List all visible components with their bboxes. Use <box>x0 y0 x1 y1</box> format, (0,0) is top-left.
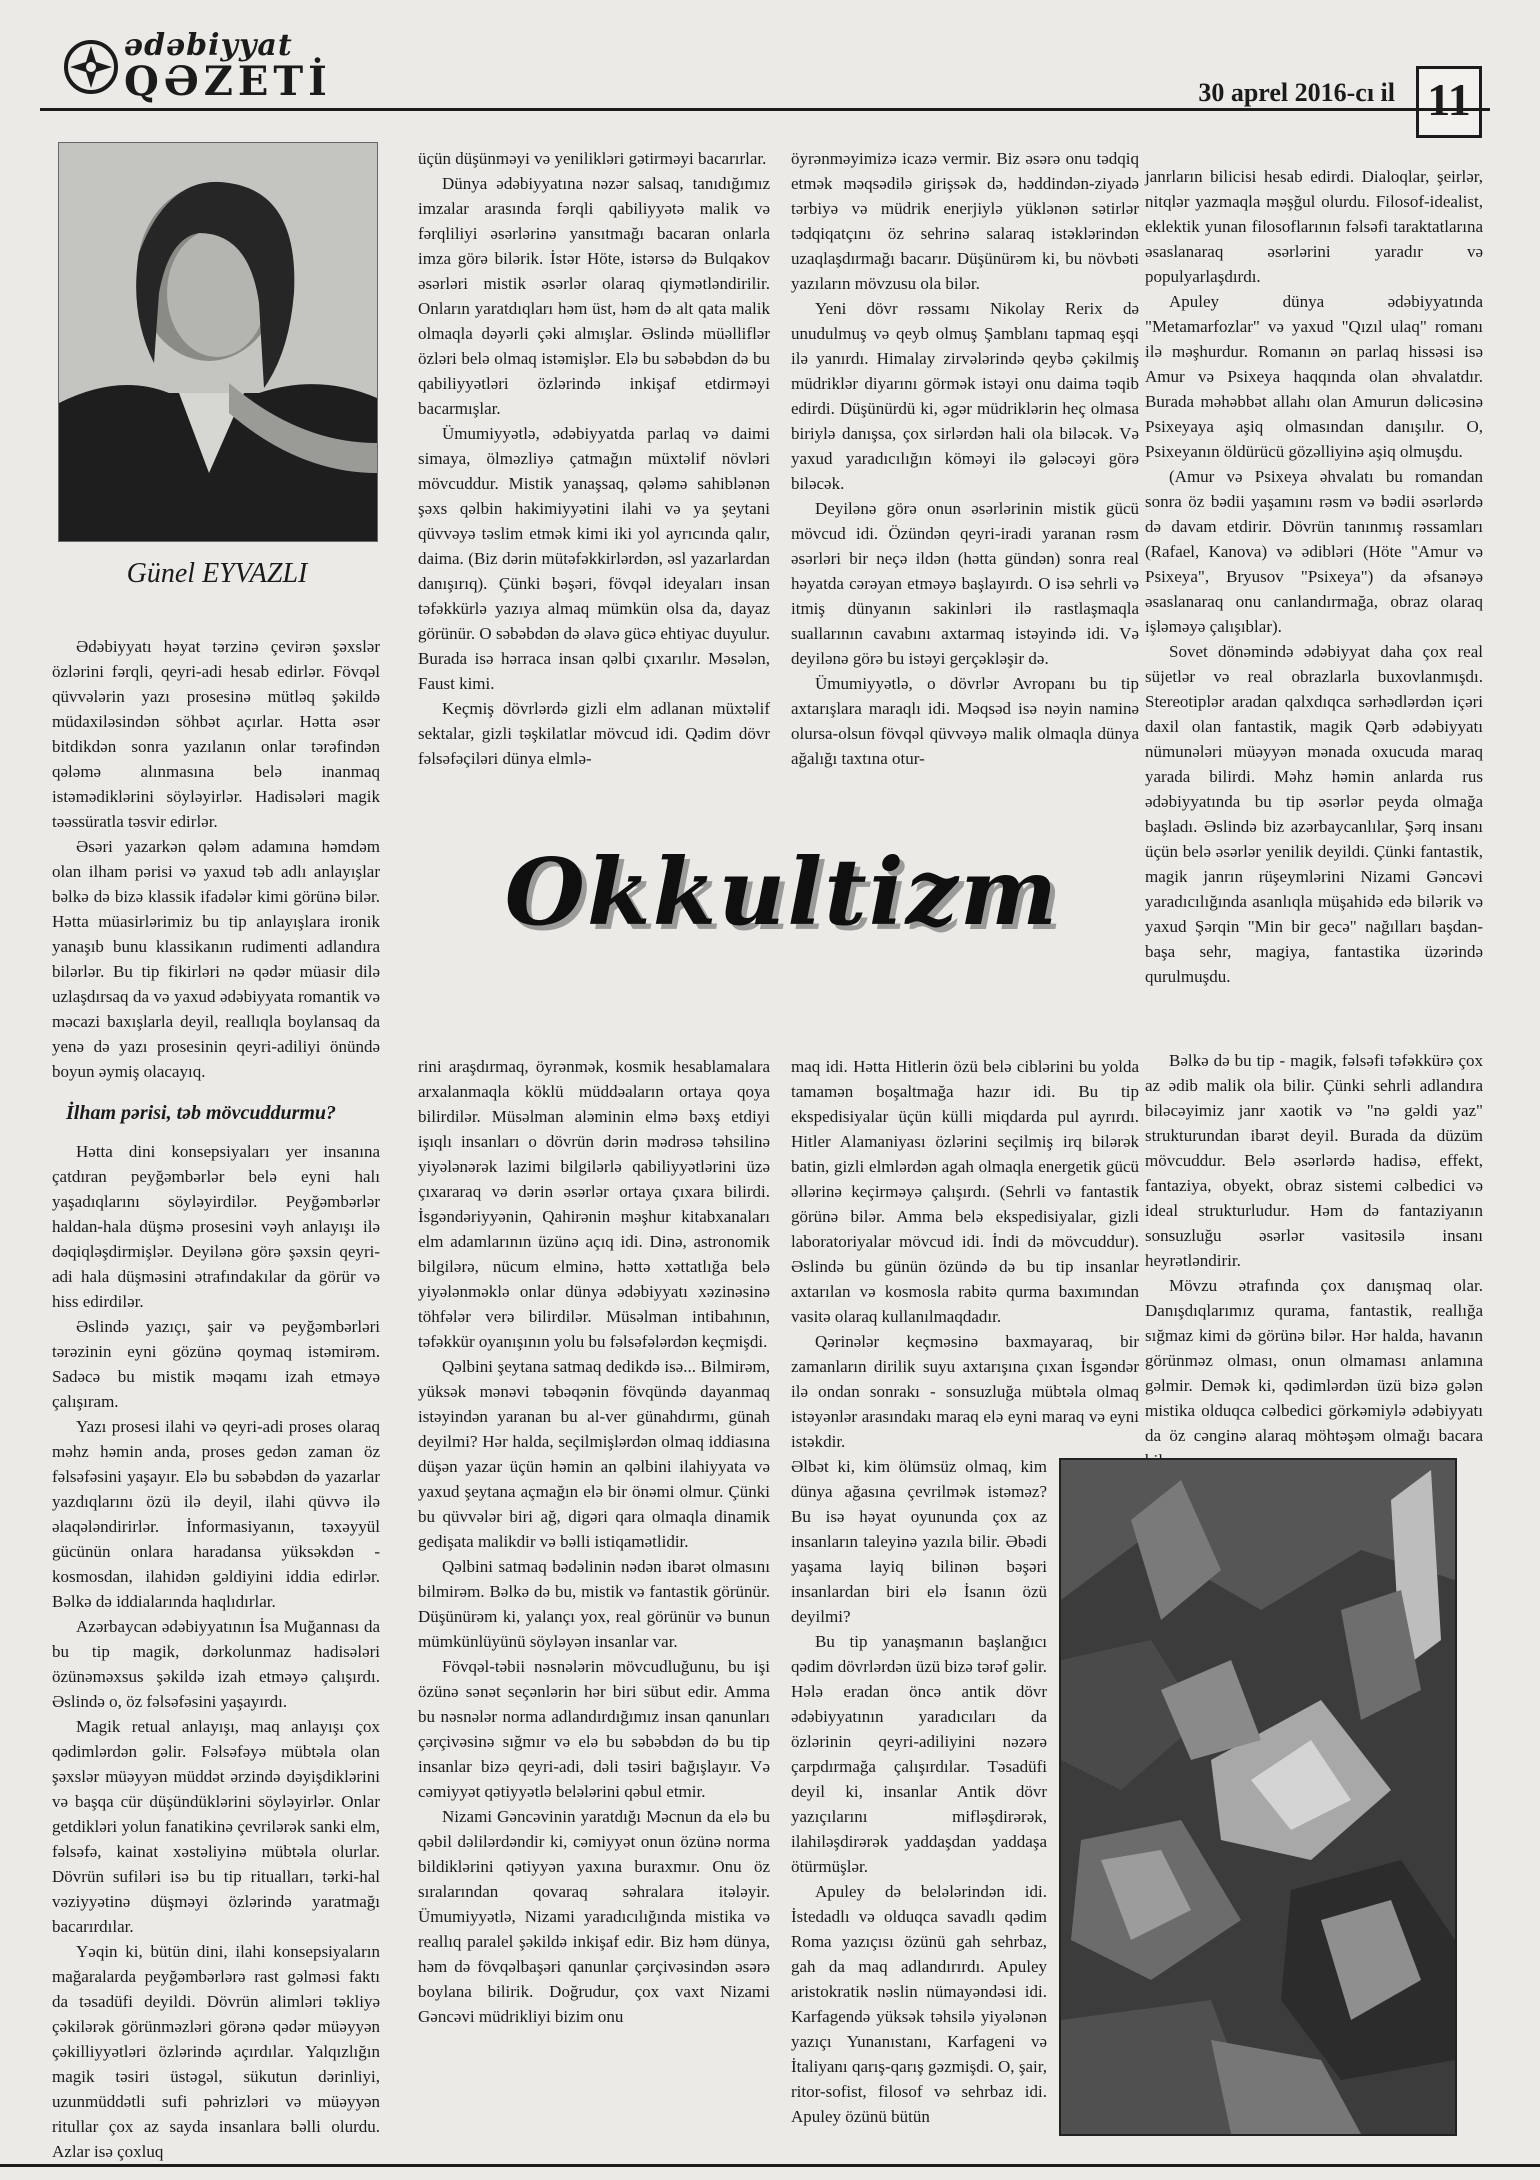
paragraph: üçün düşünməyi və yenilikləri gətirməyi bacarırlar. <box>418 149 767 168</box>
article-column-2-top <box>418 146 770 771</box>
section-subheading: İlham pərisi, təb mövcuddurmu? <box>66 1102 337 1124</box>
paragraph: Əlbət ki, kim ölümsüz olmaq, kim dünya ağasına çevrilmək istəməz? Bu isə həyat oyununda çox az insanların taleyinə yazıla bilir. Əbədi yaşama layiq bilinən bəşəri insanlardan biri elə İsanın özü deyilmi? <box>791 1457 1047 1626</box>
logo-bottom-text: QƏZETİ <box>124 58 332 105</box>
paragraph: Nizami Gəncəvinin yaratdığı Məcnun da elə bu qəbil dəlilərdəndir ki, cəmiyyət onun özünə norma bildiklərini qətiyyən yaxına buraxmır. Onu öz sıralarından qovaraq səhralara itələyir. Ümumiyyətlə, Nizami yaradıcılığında mistika və reallıq paralel şəkildə inkişaf edir. Biz həm dünya, həm də fövqəlbaşəri qanunlar çərçivəsindən əsərə boylana bilirik. Doğrudur, çox vaxt Nizami Gəncəvi müdrikliyi bizim onu <box>418 1807 770 2026</box>
footer-rule <box>0 2164 1540 2167</box>
logo-top-text: ədəbiyyat <box>124 28 293 63</box>
paragraph: (Amur və Psixeya əhvalatı bu romandan sonra öz bədii yaşamını rəsm və bədii əsərlərdə də davam etdirir. Dövrün tanınmış rəssamları (Rafael, Kanova) və ədibləri (Höte "Amur və Psixeya", Bryusov "Psixeya") da əfsanəyə əsaslanaraq onu canlandırmağa, obraz olaraq işləməyə çalışıblar). <box>1145 467 1483 636</box>
page-number: 11 <box>1416 66 1482 138</box>
article-column-3-narrow <box>791 1454 1047 2129</box>
paragraph: Qəlbini şeytana satmaq dedikdə isə... Bilmirəm, yüksək mənəvi təbəqənin fövqündə dayanmaq istəyindən yaranan bu al-ver günahdırmı, günah deyilmi? Hər halda, seçilmişlərdən olmaq iddiasına düşən yazar üçün həmin an qəlbini ilahiyyata və yaxud şeytana açmağın elə bir önəmi olmur. Çünki bu qüvvələr biri ağ, digəri qara olmaqla dinamik gedişata malikdir və bəlli istiqamətlidir. <box>418 1357 770 1551</box>
article-column-3-bottom <box>791 1054 1139 1454</box>
article-column-2-bottom <box>418 1054 770 2029</box>
paragraph: rini araşdırmaq, öyrənmək, kosmik hesablamalara arxalanmaqla köklü müddəaların ortaya qoya bilirdilər. Müsəlman aləminin elmə bəxş etdiyi işıqlı insanları o dövrün dərin mədrəsə təhsilinə yiyələnərək lazimi bilgilərlə qabiliyyətlərini üzə çıxararaq və dərin əsərlər ortaya çıxara bilirdi. İsgəndəriyyənin, Qahirənin məşhur kitabxanaları elm adamlarının üzünə açıq idi. Dinə, astronomik bilgilərə, nücum elminə, həttə xəttatlığa belə yiyələnməklə onlar dünya ədəbiyyatı xəzinəsinə töhfələr verə bilirdilər. Müsəlman intibahının, təfəkkür oyanışının yolu bu fəlsəfələrdən keçmişdi. <box>418 1057 770 1351</box>
paragraph: Qəlbini satmaq bədəlinin nədən ibarət olmasını bilmirəm. Bəlkə də bu, mistik və fantastik görünür. Düşünürəm ki, yalançı yox, real görünür və bunun mümkünlüyünü söyləyən insanlar var. <box>418 1557 770 1651</box>
article-column-1 <box>52 634 380 2164</box>
paragraph: Apuley dünya ədəbiyyatında "Metamarfozlar" və yaxud "Qızıl ulaq" romanı ilə məşhurdur. Romanın ən parlaq hissəsi isə Amur və Psixeya haqqında olan əhvalatdır. Burada məhəbbət allahı olan Amurun dəlicəsinə Psixeyaya aşiq olmasından danışılır. O, Psixeyanın öldürücü gözəlliyinə aşiq olmuşdu. <box>1145 292 1483 461</box>
paragraph: Sovet dönəmində ədəbiyyat daha çox real süjetlər və real obrazlarla buxovlanmışdı. Stereotiplər aradan qalxdıqca sərhədlərdən içəri daxil olan fantastik, magik Qərb ədəbiyyatı nümunələri müəyyən mənada oxucuda maraq yarada bilirdi. Məhz həmin anlarda rus ədəbiyyatında bu tip əsərlər peyda olmağa başladı. Əslində biz azərbaycanlılar, Şərq insanı üçün belə əsərlər yenilik deyildi. Çünki fantastik, magik janrın rüşeymlərini Nizami Gəncəvi yaradıcılığında asanlıqla müşahidə edə bilərik və yaxud Şərqin "Min bir gecə" nağılları başdan-başa sehr, magiya, fantastika üzərində qurulmuşdu. <box>1145 642 1483 986</box>
paragraph: Əslində yazıçı, şair və peyğəmbərləri tərəzinin eyni gözünə qoymaq istəmirəm. Sadəcə bu mistik məqamı izah etməyə çalışıram. <box>52 1317 380 1411</box>
author-portrait-image <box>59 143 377 541</box>
issue-date: 30 aprel 2016-cı il <box>1198 78 1395 107</box>
paragraph: janrların bilicisi hesab edirdi. Dialoqlar, şeirlər, nitqlər yazmaqla məşğul olurdu. Filosof-idealist, eklektik yunan filosoflarının fəlsəfi taraktatlarına əsaslanaraq əsərlərini yaradır və populyarlaşdırdı. <box>1145 167 1483 286</box>
newspaper-logo <box>62 28 352 105</box>
paragraph: Yəqin ki, bütün dini, ilahi konsepsiyaların mağaralarda peyğəmbərlərə rast gəlməsi faktı da təsadüfi deyildi. Dövrün alimləri təkliyə çəkilərək görünməzləri görənə qədər müəyyən çəkilliyyətləri özlərində açırdılar. Yalqızlığın magik təsiri üstəgəl, sükutun dərinliyi, uzunmüddətli sufi pəhrizləri və müəyyən ritullar çox az sayda insanlara bəlli olurdu. Azlar isə çoxluq <box>52 1942 380 2161</box>
paragraph: Yeni dövr rəssamı Nikolay Rerix də unudulmuş və qeyb olmuş Şamblanı tapmaq eşqi ilə yanırdı. Himalay zirvələrində qeybə çəkilmiş müdriklər diyarını görmək istəyi onu daima təqib edirdi. Düşünürdü ki, əgər müdriklərin heç olmasa biriylə danışsa, çox sirlərdən hali ola biləcək. Və yaxud yaradıcılığın kömәyi ilə gələcəyi görə biləcək. <box>791 299 1139 493</box>
paragraph: Dünya ədəbiyyatına nəzər salsaq, tanıdığımız imzalar arasında fərqli qabiliyyətə malik və fərqliliyi əsərlərinə yansıtmağı bacaran onlarla imza görə bilərik. İstər Höte, istərsə də Bulqakov əsərləri mistik əsərlər olaraq qiymətləndirilir. Onların yaratdıqları həm üst, həm də alt qata malik olmaqla dəyərli çəki almışlar. Əslində müəlliflər özləri belə olmaq istəmişlər. Elə bu səbəbdən də bu qabiliyyətləri özlərində inkişaf etdirməyi bacarmışlar. <box>418 174 770 418</box>
article-column-3-top <box>791 146 1139 771</box>
paragraph: Bəlkə də bu tip - magik, fəlsəfi təfəkkürə çox az ədib malik ola bilir. Çünki sehrli adlandıra biləcəyimiz janr xaotik və "nə gəldi yaz" strukturundan ibarət deyil. Burada da düzüm mövcuddur. Belə əsərlərdə hadisə, effekt, fantaziya, obyekt, obraz sistemi cəlbedici və ideal strukturludur. Həm də fantaziyanın sonsuzluğu əsərlər vasitəsilə insanı heyrətləndirir. <box>1145 1051 1483 1270</box>
paragraph: Azərbaycan ədəbiyyatının İsa Muğannası da bu tip magik, dərkolunmaz hadisələri özünəməxsus şəkildə izah etməyə çalışırdı. Əslində o, öz fəlsəfəsini yaşayırdı. <box>52 1617 380 1711</box>
star-emblem-icon <box>62 38 120 96</box>
paragraph: Hətta dini konsepsiyaları yer insanına çatdıran peyğəmbərlər belə eyni halı yaşadıqlarını söyləyirdilər. Peyğəmbərlər haldan-hala düşmə prosesini vəyh anlayışı ilə dəqiqləşdirmişlər. Deyilənə görə şəxsin qeyri-adi hala düşməsini ətrafındakılar da görür və hiss edirdilər. <box>52 1142 380 1311</box>
paragraph: Ədəbiyyatı həyat tərzinə çevirən şəxslər özlərini fərqli, qeyri-adi hesab edirlər. Fövqəl qüvvələrin yazı prosesinə mütləq şəkildə müdaxiləsindən söhbət açırlar. Hətta əsər bitdikdən sonra yazılanın onlar tərəfindən qələmə alınmasına belə inanmaq istəmədiklərini söyləyirlər. Hadisələri magik təəssüratla təsvir edirlər. <box>52 637 380 831</box>
paragraph: Keçmiş dövrlərdə gizli elm adlanan müxtəlif sektalar, gizli təşkilatlar mövcud idi. Qədim dövr fəlsəfəçiləri dünya elmlə- <box>418 699 770 768</box>
paragraph: Qərinələr keçməsinə baxmayaraq, bir zamanların dirilik suyu axtarışına çıxan İsgəndər ilə ondan sonrakı - sonsuzluğa mübtəla olmaq istəyənlər arasındakı maraq elə eyni maraq və eyni istəkdir. <box>791 1332 1139 1451</box>
paragraph: Bu tip yanaşmanın başlanğıcı qədim dövrlərdən üzü bizə tərəf gəlir. Hələ eradan öncə antik dövr ədəbiyyatının yaradıcıları da özlərinin qeyri-adiliyini nəzərə çarpdırmağa çalışırdılar. Təsadüfi deyil ki, insanlar Antik dövr yazıçılarını mifləşdirərək, ilahiləşdirərək yaddaşdan yaddaşa ötürmüşlər. <box>791 1632 1047 1876</box>
article-headline: Okkultizm <box>504 838 1060 946</box>
paragraph: Əsəri yazarkən qələm adamına həmdəm olan ilham pərisi və yaxud təb adlı anlayışlar bəlkə də bizə klassik ifadələr kimi görünə bilər. Hətta müasirlərimiz bu tip anlayışlara ironik yanaşıb bunu klassikanın rudimenti adlandıra bilərlər. Bu tip fikirləri nə qədər müasir dilə uzlaşdırsaq da və yaxud ədəbiyyata romantik və məcazi baxışlarla deyil, reallıqla boylansaq da yenə də yazı prosesinin qeyri-adiliyi önündə boyun əymiş olacayıq. <box>52 837 380 1081</box>
masthead <box>40 20 1490 130</box>
paragraph: maq idi. Hətta Hitlerin özü belə ciblərini bu yolda tamamən boşaltmağa hazır idi. Bu tip ekspedisiyalar üçün külli miqdarda pul ayrırdı. Hitler Alamaniyası özlərini seçilmiş irq bilərək batin, gizli elmlərdən agah olmaqla energetik gücü əllərinə keçirməyə çalışırdı. (Sehrli və fantastik görünə bilər. Amma belə ekspedisiyalar, gizli laboratoriyalar mövcud idi. İndi də mövcuddur). Əslində bu günün özündə də bu tip insanlar axtarılan və kosmosla rabitə qurma baxımından vasitə olaraq kullanılmaqdadır. <box>791 1057 1139 1326</box>
painting-artwork <box>1061 1460 1455 2134</box>
paragraph: Yazı prosesi ilahi və qeyri-adi proses olaraq məhz həmin anda, proses gedən zaman öz fəlsəfəsini yaşayır. Elə bu səbəbdən də yazarlar yazdıqlarını özü ilə deyil, ilahi qüvvə ilə əlaqələndirirlər. İnformasiyanın, təxəyyül gücünün onlara haradansa yüksəkdən - kosmosdan, ilahidən gəldiyini iddia edirlər. Bəlkə də iddialarında haqlıdırlar. <box>52 1417 380 1611</box>
author-name: Günel EYVAZLI <box>126 558 308 589</box>
abstract-painting-image <box>1059 1458 1457 2136</box>
paragraph: Fövqəl-təbii nəsnələrin mövcudluğunu, bu işi özünə sənət seçənlərin hər biri sübut edir. Amma bu nəsnələr norma adlandırdığımız insan qanunları çərçivəsinə sığmır və elə bu səbəbdən də bu tip insanlar bizə qeyri-adi, dəli təsiri bağışlayır. Və cəmiyyət qətiyyətlə belələrini qəbul etmir. <box>418 1657 770 1801</box>
article-column-4-bottom <box>1145 1048 1483 1473</box>
paragraph: Ümumiyyətlə, ədəbiyyatda parlaq və daimi simaya, ölməzliyə çatmağın müxtəlif növləri mövcuddur. Mistik yanaşsaq, qələmə sahiblənən şəxs qəlbin hakimiyyətini ilahi və ya şeytani qüvvəyə təslim etmək kimi iki yol ayrıcında qalır, daima. (Biz dərin mütəfəkkirlərdən, əsl yazarlardan danışırıq). Çünki bəşəri, fövqəl ideyaları insan təfəkkürlə yazıya almaq mümkün olsa da, dayaz görünür. O səbəbdən də əlavə gücə ehtiyac duyulur. Burada isə hərraca insan qəlbi çıxarılır. Məsələn, Faust kimi. <box>418 424 770 693</box>
paragraph: Deyilənə görə onun əsərlərinin mistik gücü mövcud idi. Özündən qeyri-iradi yaranan rəsm əsərləri bir neçə ildən (hətta gündən) sonra real həyatda cərəyan etməyə başlayırdı. O isə sehrli və itmiş dünyanın sakinləri ilə rastlaşmaqla suallarının cavabını axtarmaq istəyində idi. Və deyilənə görə bu istəyi gerçəkləşir də. <box>791 499 1139 668</box>
paragraph: Mövzu ətrafında çox danışmaq olar. Danışdıqlarımız qurama, fantastik, reallığa sığmaz kimi də görünə bilər. Hər halda, havanın görünməz olması, onun olmaması anlamına gəlmir. Demək ki, qədimlərdən üzü bizə gələn mistika olduqca cəlbedici görkəmiylə ədəbiyyatı da öz cənginə alaraq möhtəşəm olmağı bacara <box>1145 1276 1483 1445</box>
masthead-rule <box>40 108 1490 111</box>
paragraph: Ümumiyyətlə, o dövrlər Avropanı bu tip axtarışlara maraqlı idi. Məqsəd isə nəyin naminə olursa-olsun fövqəl qüvvəyə malik olmaqla dünya ağalığı taxtına otur- <box>791 674 1139 768</box>
article-column-4-top <box>1145 164 1483 989</box>
paragraph: öyrənməyimizə icazə vermir. Biz əsərə onu tədqiq etmək məqsədilə girişsək də, həddindən-ziyadə tərbiyə və müdrik enerjiylə yüklənən sətirlər tədqiqatçını öz sehrinə salaraq istəklərindən uzaqlaşdırmağı bacarır. Düşünürəm ki, bu növbəti yazıların mövzusu ola bilər. <box>791 149 1139 293</box>
author-photo <box>58 142 378 542</box>
paragraph: Magik retual anlayışı, maq anlayışı çox qədimlərdən gəlir. Fəlsəfəyə mübtəla olan şəxslər müəyyən müddət ərzində dəyişdiklərini və başqa cür düşündüklərini söyləyirlər. Onlar getdikləri yolun fanatikinə çevrilərək sanki elm, fəlsəfə, kainat xəstəliyinə mübtəla olurlar. Dövrün sufiləri isə bu tip ritualları, tərki-hal vəziyyətinə düşməyi özlərində yaratmağı bacarırdılar. <box>52 1717 380 1936</box>
paragraph: Apuley də belələrindən idi. İstedadlı və olduqca savadlı qədim Roma yazıçısı özünü gah sehrbaz, gah da maq adlandırırdı. Apuley aristokratik nəslin nümayəndəsi idi. Karfagendə yüksək təhsilə yiyələnən yazıçı Yunanıstanı, Karfageni və İtaliyanı qarış-qarış gəzmişdi. O, şair, ritor-sofist, filosof və sehrbaz idi. Apuley özünü bütün <box>791 1882 1047 2126</box>
